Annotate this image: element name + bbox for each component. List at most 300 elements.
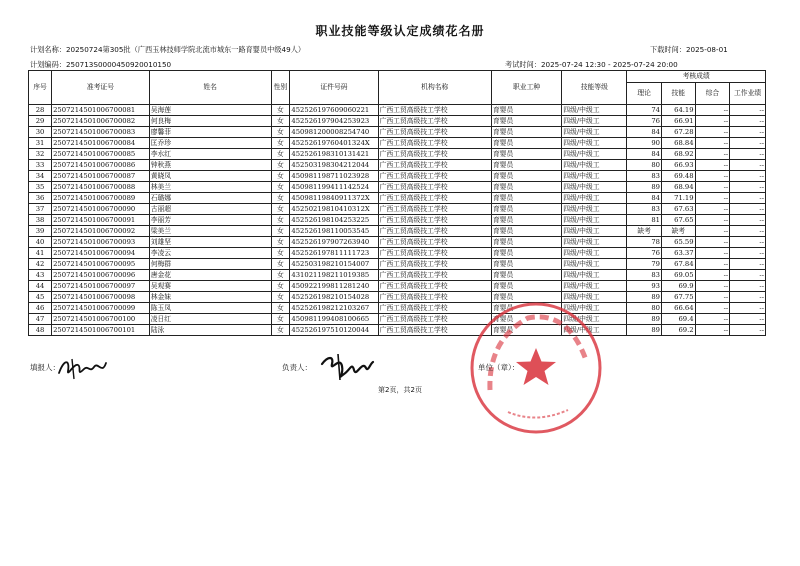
cell-skill: 67.84 xyxy=(662,259,696,270)
exam-time: 考试时间：2025-07-24 12:30 - 2025-07-24 20:00 xyxy=(505,60,678,69)
cell-ticket: 2507214501006700097 xyxy=(52,281,150,292)
cell-id-no: 450981199408100665 xyxy=(290,314,378,325)
cell-seq: 46 xyxy=(29,303,52,314)
cell-job: 育婴员 xyxy=(491,226,561,237)
cell-ticket: 2507214501006700096 xyxy=(52,270,150,281)
cell-gender: 女 xyxy=(271,292,290,303)
cell-skill: 64.19 xyxy=(662,105,696,116)
cell-id-no: 452526197904253923 xyxy=(290,116,378,127)
filler-signature xyxy=(56,355,110,381)
cell-org: 广西工贸高级技工学校 xyxy=(378,116,491,127)
cell-org: 广西工贸高级技工学校 xyxy=(378,259,491,270)
owner-label: 负责人： xyxy=(282,363,312,372)
cell-theory: 89 xyxy=(627,314,662,325)
table-row xyxy=(29,171,766,182)
download-time: 下载时间：2025-08-01 xyxy=(650,45,728,54)
cell-id-no: 452526197907263940 xyxy=(290,237,378,248)
cell-skill: 65.59 xyxy=(662,237,696,248)
cell-name: 林金妹 xyxy=(149,292,271,303)
cell-gender: 女 xyxy=(271,226,290,237)
cell-ticket: 2507214501006700101 xyxy=(52,325,150,336)
cell-level: 四级/中级工 xyxy=(562,226,627,237)
cell-id-no: 452503198210154007 xyxy=(290,259,378,270)
cell-name: 石璐娜 xyxy=(149,193,271,204)
cell-name: 何良梅 xyxy=(149,116,271,127)
cell-id-no: 450981200008254740 xyxy=(290,127,378,138)
cell-id-no: 45252619760401324X xyxy=(290,138,378,149)
cell-id-no: 452526198212103267 xyxy=(290,303,378,314)
cell-theory: 84 xyxy=(627,127,662,138)
cell-overall: -- xyxy=(695,281,730,292)
cell-work: -- xyxy=(730,292,766,303)
cell-ticket: 2507214501006700085 xyxy=(52,149,150,160)
cell-overall: -- xyxy=(695,270,730,281)
cell-seq: 42 xyxy=(29,259,52,270)
cell-level: 四级/中级工 xyxy=(562,204,627,215)
cell-id-no: 450981198711023928 xyxy=(290,171,378,182)
cell-theory: 83 xyxy=(627,204,662,215)
cell-skill: 68.94 xyxy=(662,182,696,193)
table-row xyxy=(29,204,766,215)
cell-id-no: 45250219810410312X xyxy=(290,204,378,215)
cell-gender: 女 xyxy=(271,215,290,226)
cell-overall: -- xyxy=(695,160,730,171)
cell-org: 广西工贸高级技工学校 xyxy=(378,182,491,193)
cell-job: 育婴员 xyxy=(491,116,561,127)
cell-org: 广西工贸高级技工学校 xyxy=(378,325,491,336)
cell-name: 凌日红 xyxy=(149,314,271,325)
cell-org: 广西工贸高级技工学校 xyxy=(378,160,491,171)
cell-name: 李水红 xyxy=(149,149,271,160)
cell-skill: 缺考 xyxy=(662,226,696,237)
cell-gender: 女 xyxy=(271,149,290,160)
cell-ticket: 2507214501006700095 xyxy=(52,259,150,270)
cell-theory: 84 xyxy=(627,193,662,204)
cell-name: 廖馨菲 xyxy=(149,127,271,138)
cell-seq: 44 xyxy=(29,281,52,292)
cell-id-no: 45098119840911372X xyxy=(290,193,378,204)
cell-theory: 89 xyxy=(627,292,662,303)
cell-job: 育婴员 xyxy=(491,270,561,281)
table-row xyxy=(29,325,766,336)
cell-job: 育婴员 xyxy=(491,237,561,248)
seal-number xyxy=(508,410,568,418)
cell-seq: 30 xyxy=(29,127,52,138)
table-header-row xyxy=(29,71,766,83)
cell-job: 育婴员 xyxy=(491,259,561,270)
cell-name: 吴观赛 xyxy=(149,281,271,292)
page-number: 第2页，共2页 xyxy=(378,386,422,394)
cell-name: 梁美兰 xyxy=(149,226,271,237)
header-job: 职业工种 xyxy=(491,71,561,105)
cell-theory: 81 xyxy=(627,215,662,226)
cell-id-no: 452526198104253225 xyxy=(290,215,378,226)
table-row xyxy=(29,270,766,281)
cell-skill: 68.84 xyxy=(662,138,696,149)
cell-level: 四级/中级工 xyxy=(562,270,627,281)
cell-org: 广西工贸高级技工学校 xyxy=(378,303,491,314)
cell-ticket: 2507214501006700081 xyxy=(52,105,150,116)
header-scores: 考核成绩 xyxy=(627,71,766,83)
cell-level: 四级/中级工 xyxy=(562,116,627,127)
cell-skill: 69.9 xyxy=(662,281,696,292)
cell-seq: 48 xyxy=(29,325,52,336)
cell-work: -- xyxy=(730,138,766,149)
cell-name: 林美兰 xyxy=(149,182,271,193)
cell-level: 四级/中级工 xyxy=(562,105,627,116)
cell-job: 育婴员 xyxy=(491,149,561,160)
owner-signature xyxy=(318,350,376,384)
table-row xyxy=(29,215,766,226)
cell-gender: 女 xyxy=(271,237,290,248)
cell-org: 广西工贸高级技工学校 xyxy=(378,281,491,292)
cell-work: -- xyxy=(730,215,766,226)
seal-star-icon xyxy=(516,348,556,385)
cell-id-no: 431021198211019385 xyxy=(290,270,378,281)
filler-label: 填报人： xyxy=(30,363,60,372)
cell-job: 育婴员 xyxy=(491,215,561,226)
table-row xyxy=(29,226,766,237)
cell-level: 四级/中级工 xyxy=(562,237,627,248)
header-overall: 综合 xyxy=(695,83,730,105)
cell-ticket: 2507214501006700100 xyxy=(52,314,150,325)
cell-theory: 79 xyxy=(627,259,662,270)
cell-ticket: 2507214501006700090 xyxy=(52,204,150,215)
table-row xyxy=(29,138,766,149)
cell-skill: 67.65 xyxy=(662,215,696,226)
cell-org: 广西工贸高级技工学校 xyxy=(378,237,491,248)
cell-overall: -- xyxy=(695,303,730,314)
score-table xyxy=(28,70,766,336)
table-row xyxy=(29,182,766,193)
cell-overall: -- xyxy=(695,259,730,270)
cell-name: 吴海莲 xyxy=(149,105,271,116)
table-row xyxy=(29,105,766,116)
cell-work: -- xyxy=(730,182,766,193)
cell-theory: 80 xyxy=(627,303,662,314)
cell-job: 育婴员 xyxy=(491,314,561,325)
cell-gender: 女 xyxy=(271,325,290,336)
cell-work: -- xyxy=(730,303,766,314)
cell-seq: 34 xyxy=(29,171,52,182)
cell-gender: 女 xyxy=(271,193,290,204)
cell-id-no: 450922199811281240 xyxy=(290,281,378,292)
header-name: 姓名 xyxy=(149,71,271,105)
cell-org: 广西工贸高级技工学校 xyxy=(378,314,491,325)
cell-id-no: 452503198304212044 xyxy=(290,160,378,171)
header-skill: 技能 xyxy=(662,83,696,105)
cell-level: 四级/中级工 xyxy=(562,314,627,325)
cell-seq: 31 xyxy=(29,138,52,149)
cell-gender: 女 xyxy=(271,259,290,270)
cell-org: 广西工贸高级技工学校 xyxy=(378,248,491,259)
cell-org: 广西工贸高级技工学校 xyxy=(378,171,491,182)
cell-level: 四级/中级工 xyxy=(562,281,627,292)
cell-org: 广西工贸高级技工学校 xyxy=(378,149,491,160)
cell-work: -- xyxy=(730,193,766,204)
cell-work: -- xyxy=(730,237,766,248)
cell-skill: 71.19 xyxy=(662,193,696,204)
cell-ticket: 2507214501006700099 xyxy=(52,303,150,314)
cell-gender: 女 xyxy=(271,281,290,292)
cell-name: 何梅群 xyxy=(149,259,271,270)
cell-overall: -- xyxy=(695,149,730,160)
cell-id-no: 452526198110053545 xyxy=(290,226,378,237)
cell-theory: 89 xyxy=(627,325,662,336)
cell-work: -- xyxy=(730,105,766,116)
cell-overall: -- xyxy=(695,314,730,325)
cell-gender: 女 xyxy=(271,314,290,325)
cell-gender: 女 xyxy=(271,160,290,171)
cell-seq: 35 xyxy=(29,182,52,193)
cell-overall: -- xyxy=(695,105,730,116)
cell-seq: 33 xyxy=(29,160,52,171)
cell-job: 育婴员 xyxy=(491,182,561,193)
cell-ticket: 2507214501006700083 xyxy=(52,127,150,138)
cell-theory: 缺考 xyxy=(627,226,662,237)
table-row xyxy=(29,160,766,171)
cell-skill: 69.4 xyxy=(662,314,696,325)
cell-job: 育婴员 xyxy=(491,292,561,303)
cell-overall: -- xyxy=(695,127,730,138)
cell-theory: 89 xyxy=(627,182,662,193)
cell-ticket: 2507214501006700094 xyxy=(52,248,150,259)
cell-ticket: 2507214501006700091 xyxy=(52,215,150,226)
table-row xyxy=(29,127,766,138)
cell-id-no: 452526198210154028 xyxy=(290,292,378,303)
cell-overall: -- xyxy=(695,138,730,149)
cell-level: 四级/中级工 xyxy=(562,149,627,160)
cell-skill: 69.2 xyxy=(662,325,696,336)
table-row xyxy=(29,116,766,127)
cell-id-no: 452526197609060221 xyxy=(290,105,378,116)
cell-work: -- xyxy=(730,171,766,182)
table-row xyxy=(29,149,766,160)
cell-theory: 76 xyxy=(627,248,662,259)
cell-gender: 女 xyxy=(271,303,290,314)
cell-level: 四级/中级工 xyxy=(562,292,627,303)
cell-work: -- xyxy=(730,127,766,138)
cell-name: 刘雄坚 xyxy=(149,237,271,248)
cell-org: 广西工贸高级技工学校 xyxy=(378,204,491,215)
cell-work: -- xyxy=(730,204,766,215)
cell-skill: 68.92 xyxy=(662,149,696,160)
cell-gender: 女 xyxy=(271,182,290,193)
cell-level: 四级/中级工 xyxy=(562,160,627,171)
cell-name: 钟秋燕 xyxy=(149,160,271,171)
cell-overall: -- xyxy=(695,182,730,193)
cell-org: 广西工贸高级技工学校 xyxy=(378,193,491,204)
cell-theory: 74 xyxy=(627,105,662,116)
header-work: 工作业绩 xyxy=(730,83,766,105)
cell-theory: 83 xyxy=(627,270,662,281)
cell-org: 广西工贸高级技工学校 xyxy=(378,138,491,149)
cell-level: 四级/中级工 xyxy=(562,182,627,193)
table-row xyxy=(29,237,766,248)
cell-skill: 63.37 xyxy=(662,248,696,259)
cell-seq: 29 xyxy=(29,116,52,127)
cell-gender: 女 xyxy=(271,105,290,116)
cell-theory: 80 xyxy=(627,160,662,171)
cell-id-no: 452526197811111723 xyxy=(290,248,378,259)
cell-skill: 66.93 xyxy=(662,160,696,171)
cell-skill: 66.64 xyxy=(662,303,696,314)
cell-org: 广西工贸高级技工学校 xyxy=(378,226,491,237)
header-seq: 序号 xyxy=(29,71,52,105)
table-row xyxy=(29,314,766,325)
table-row xyxy=(29,292,766,303)
header-gender: 性别 xyxy=(271,71,290,105)
cell-ticket: 2507214501006700089 xyxy=(52,193,150,204)
cell-work: -- xyxy=(730,259,766,270)
cell-job: 育婴员 xyxy=(491,281,561,292)
table-row xyxy=(29,259,766,270)
cell-job: 育婴员 xyxy=(491,171,561,182)
plan-code: 计划编码：250713S0000450920010150 xyxy=(30,60,172,69)
cell-work: -- xyxy=(730,149,766,160)
cell-job: 育婴员 xyxy=(491,127,561,138)
cell-job: 育婴员 xyxy=(491,248,561,259)
cell-ticket: 2507214501006700087 xyxy=(52,171,150,182)
cell-work: -- xyxy=(730,314,766,325)
cell-overall: -- xyxy=(695,116,730,127)
cell-skill: 66.91 xyxy=(662,116,696,127)
header-level: 技能等级 xyxy=(562,71,627,105)
cell-job: 育婴员 xyxy=(491,105,561,116)
cell-work: -- xyxy=(730,226,766,237)
cell-gender: 女 xyxy=(271,116,290,127)
cell-name: 陆泳 xyxy=(149,325,271,336)
cell-job: 育婴员 xyxy=(491,160,561,171)
cell-gender: 女 xyxy=(271,248,290,259)
cell-seq: 40 xyxy=(29,237,52,248)
cell-id-no: 450981199411142524 xyxy=(290,182,378,193)
cell-overall: -- xyxy=(695,204,730,215)
cell-overall: -- xyxy=(695,237,730,248)
cell-gender: 女 xyxy=(271,127,290,138)
cell-org: 广西工贸高级技工学校 xyxy=(378,292,491,303)
cell-work: -- xyxy=(730,281,766,292)
cell-org: 广西工贸高级技工学校 xyxy=(378,215,491,226)
cell-seq: 37 xyxy=(29,204,52,215)
header-id-no: 证件号码 xyxy=(290,71,378,105)
cell-theory: 84 xyxy=(627,149,662,160)
cell-overall: -- xyxy=(695,325,730,336)
table-row xyxy=(29,193,766,204)
cell-theory: 83 xyxy=(627,171,662,182)
table-row xyxy=(29,303,766,314)
cell-seq: 28 xyxy=(29,105,52,116)
cell-ticket: 2507214501006700084 xyxy=(52,138,150,149)
cell-seq: 41 xyxy=(29,248,52,259)
cell-level: 四级/中级工 xyxy=(562,215,627,226)
cell-theory: 78 xyxy=(627,237,662,248)
cell-gender: 女 xyxy=(271,270,290,281)
cell-level: 四级/中级工 xyxy=(562,138,627,149)
cell-name: 黄晓凤 xyxy=(149,171,271,182)
cell-seq: 38 xyxy=(29,215,52,226)
cell-level: 四级/中级工 xyxy=(562,325,627,336)
header-ticket: 准考证号 xyxy=(52,71,150,105)
cell-seq: 45 xyxy=(29,292,52,303)
cell-name: 李丽芳 xyxy=(149,215,271,226)
cell-skill: 69.48 xyxy=(662,171,696,182)
cell-level: 四级/中级工 xyxy=(562,259,627,270)
cell-gender: 女 xyxy=(271,171,290,182)
cell-name: 古丽超 xyxy=(149,204,271,215)
cell-seq: 43 xyxy=(29,270,52,281)
cell-job: 育婴员 xyxy=(491,138,561,149)
cell-work: -- xyxy=(730,116,766,127)
cell-skill: 67.28 xyxy=(662,127,696,138)
cell-org: 广西工贸高级技工学校 xyxy=(378,270,491,281)
cell-level: 四级/中级工 xyxy=(562,193,627,204)
cell-seq: 32 xyxy=(29,149,52,160)
cell-ticket: 2507214501006700098 xyxy=(52,292,150,303)
cell-work: -- xyxy=(730,325,766,336)
unit-stamp-label: 单位（章）： xyxy=(478,363,520,372)
cell-name: 李凌云 xyxy=(149,248,271,259)
table-row xyxy=(29,281,766,292)
cell-org: 广西工贸高级技工学校 xyxy=(378,105,491,116)
cell-seq: 36 xyxy=(29,193,52,204)
cell-ticket: 2507214501006700093 xyxy=(52,237,150,248)
cell-overall: -- xyxy=(695,193,730,204)
cell-seq: 47 xyxy=(29,314,52,325)
cell-level: 四级/中级工 xyxy=(562,171,627,182)
cell-job: 育婴员 xyxy=(491,193,561,204)
cell-name: 陈玉凤 xyxy=(149,303,271,314)
table-row xyxy=(29,248,766,259)
cell-id-no: 452526197510120044 xyxy=(290,325,378,336)
cell-work: -- xyxy=(730,160,766,171)
cell-name: 唐金花 xyxy=(149,270,271,281)
plan-name: 计划名称：20250724第305批（广西玉林技师学院北流市城东一路育婴员中级49人） xyxy=(30,45,306,54)
cell-overall: -- xyxy=(695,248,730,259)
cell-gender: 女 xyxy=(271,138,290,149)
cell-theory: 93 xyxy=(627,281,662,292)
cell-overall: -- xyxy=(695,292,730,303)
cell-overall: -- xyxy=(695,171,730,182)
cell-seq: 39 xyxy=(29,226,52,237)
cell-level: 四级/中级工 xyxy=(562,127,627,138)
cell-gender: 女 xyxy=(271,204,290,215)
cell-work: -- xyxy=(730,248,766,259)
cell-skill: 67.63 xyxy=(662,204,696,215)
cell-id-no: 452526198310131421 xyxy=(290,149,378,160)
cell-job: 育婴员 xyxy=(491,303,561,314)
cell-skill: 67.75 xyxy=(662,292,696,303)
header-org: 机构名称 xyxy=(378,71,491,105)
cell-overall: -- xyxy=(695,226,730,237)
cell-theory: 76 xyxy=(627,116,662,127)
cell-overall: -- xyxy=(695,215,730,226)
cell-job: 育婴员 xyxy=(491,204,561,215)
cell-work: -- xyxy=(730,270,766,281)
cell-ticket: 2507214501006700092 xyxy=(52,226,150,237)
cell-skill: 69.05 xyxy=(662,270,696,281)
cell-org: 广西工贸高级技工学校 xyxy=(378,127,491,138)
page-title: 职业技能等级认定成绩花名册 xyxy=(315,24,485,38)
cell-level: 四级/中级工 xyxy=(562,248,627,259)
header-theory: 理论 xyxy=(627,83,662,105)
cell-theory: 90 xyxy=(627,138,662,149)
cell-ticket: 2507214501006700082 xyxy=(52,116,150,127)
cell-ticket: 2507214501006700088 xyxy=(52,182,150,193)
cell-ticket: 2507214501006700086 xyxy=(52,160,150,171)
cell-level: 四级/中级工 xyxy=(562,303,627,314)
cell-job: 育婴员 xyxy=(491,325,561,336)
